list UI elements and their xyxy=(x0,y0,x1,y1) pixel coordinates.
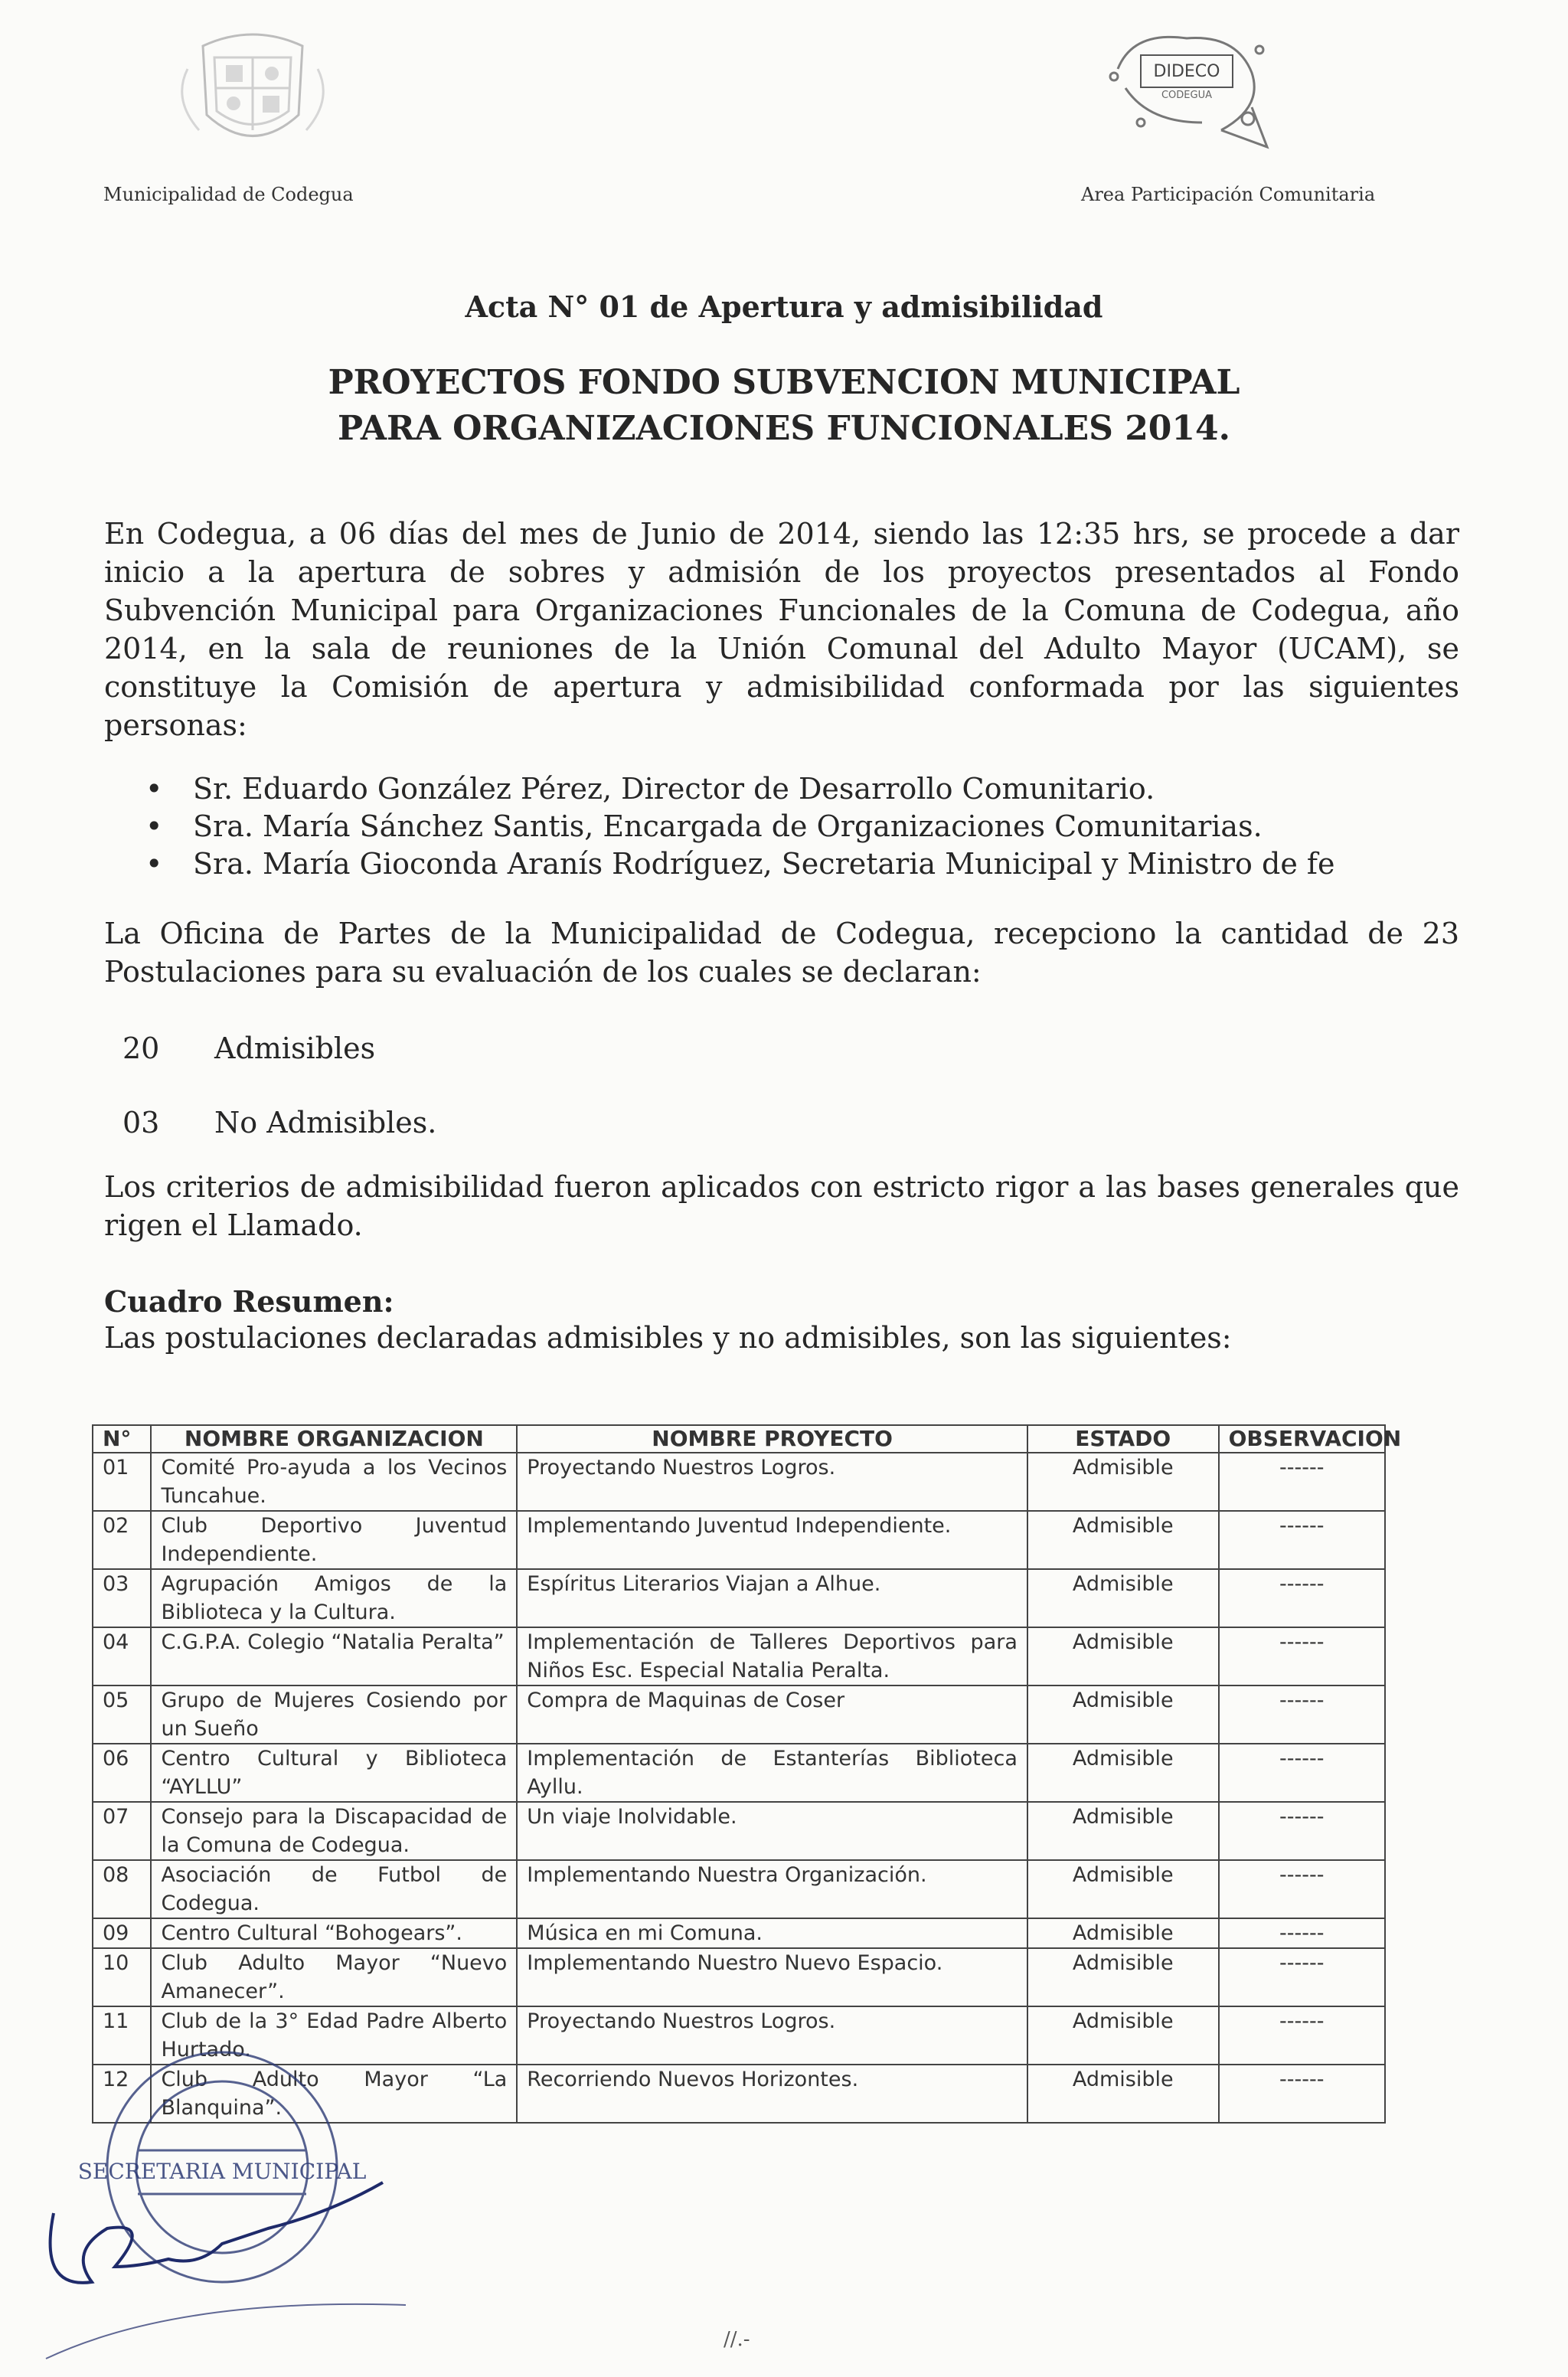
row-number: 12 xyxy=(93,2065,151,2123)
row-proyecto: Implementando Juventud Independiente. xyxy=(517,1511,1027,1569)
table-header-row xyxy=(93,1425,1385,1453)
row-estado: Admisible xyxy=(1027,1744,1219,1802)
row-observacion: ------ xyxy=(1219,1627,1385,1685)
count-label: Admisibles xyxy=(214,1032,376,1065)
row-proyecto: Compra de Maquinas de Coser xyxy=(517,1685,1027,1744)
row-estado: Admisible xyxy=(1027,1802,1219,1860)
row-organizacion: Club Adulto Mayor “La Blanquina”. xyxy=(151,2065,517,2123)
row-observacion: ------ xyxy=(1219,1453,1385,1511)
table-row xyxy=(93,1453,1385,1511)
intro-paragraph: En Codegua, a 06 días del mes de Junio de 2014, siendo las 12:35 hrs, se procede a dar inicio a la apertura de sobres y admisión de los proyectos presentados al Fondo Subvención Municipal para Organizaciones Funcionales de la Comuna de Codegua, año 2014, en la sala de reuniones de la Unión Comunal del Adulto Mayor (UCAM), se constituye la Comisión de apertura y admisibilidad conformada por las siguientes personas: xyxy=(104,517,1459,742)
main-title-line-1: PROYECTOS FONDO SUBVENCION MUNICIPAL xyxy=(328,363,1240,402)
row-proyecto: Un viaje Inolvidable. xyxy=(517,1802,1027,1860)
row-estado: Admisible xyxy=(1027,1453,1219,1511)
municipal-coat-of-arms-logo xyxy=(157,23,348,157)
row-estado: Admisible xyxy=(1027,1627,1219,1685)
table-row xyxy=(93,1511,1385,1569)
row-observacion: ------ xyxy=(1219,1744,1385,1802)
table-row xyxy=(93,1860,1385,1918)
count-no-admisibles xyxy=(122,1106,436,1139)
header-no: N° xyxy=(93,1425,151,1453)
header-proyecto: NOMBRE PROYECTO xyxy=(517,1425,1027,1453)
row-proyecto: Proyectando Nuestros Logros. xyxy=(517,1453,1027,1511)
row-number: 03 xyxy=(93,1569,151,1627)
dideco-logo-text: DIDECO xyxy=(1153,62,1220,81)
row-observacion: ------ xyxy=(1219,1569,1385,1627)
row-organizacion: Centro Cultural “Bohogears”. xyxy=(151,1918,517,1948)
row-number: 09 xyxy=(93,1918,151,1948)
row-estado: Admisible xyxy=(1027,2006,1219,2065)
row-estado: Admisible xyxy=(1027,2065,1219,2123)
row-estado: Admisible xyxy=(1027,1860,1219,1918)
row-proyecto: Implementación de Talleres Deportivos para Niños Esc. Especial Natalia Peralta. xyxy=(517,1627,1027,1685)
row-organizacion: Grupo de Mujeres Cosiendo por un Sueño xyxy=(151,1685,517,1744)
row-proyecto: Espíritus Literarios Viajan a Alhue. xyxy=(517,1569,1027,1627)
dideco-logo xyxy=(1087,15,1286,153)
row-number: 10 xyxy=(93,1948,151,2006)
row-observacion: ------ xyxy=(1219,1860,1385,1918)
acta-title: Acta N° 01 de Apertura y admisibilidad xyxy=(465,289,1103,324)
row-estado: Admisible xyxy=(1027,1511,1219,1569)
row-proyecto: Proyectando Nuestros Logros. xyxy=(517,2006,1027,2065)
row-organizacion: Comité Pro-ayuda a los Vecinos Tuncahue. xyxy=(151,1453,517,1511)
row-observacion: ------ xyxy=(1219,2065,1385,2123)
row-observacion: ------ xyxy=(1219,1511,1385,1569)
commission-member: • Sra. María Gioconda Aranís Rodríguez, Secretaria Municipal y Ministro de fe xyxy=(138,845,1334,883)
row-organizacion: Asociación de Futbol de Codegua. xyxy=(151,1860,517,1918)
row-organizacion: Agrupación Amigos de la Biblioteca y la Cultura. xyxy=(151,1569,517,1627)
dideco-logo-subtext: CODEGUA xyxy=(1161,90,1213,101)
header-organizacion: NOMBRE ORGANIZACION xyxy=(151,1425,517,1453)
row-estado: Admisible xyxy=(1027,1569,1219,1627)
row-estado: Admisible xyxy=(1027,1948,1219,2006)
commission-member: • Sra. María Sánchez Santis, Encargada de Organizaciones Comunitarias. xyxy=(138,808,1334,845)
count-number: 20 xyxy=(122,1032,160,1065)
municipal-stamp-signature xyxy=(23,2037,421,2374)
summary-table xyxy=(92,1424,1402,2124)
criterios-paragraph: Los criterios de admisibilidad fueron aplicados con estricto rigor a las bases generales que rigen el Llamado. xyxy=(104,1170,1459,1242)
row-organizacion: Club de la 3° Edad Padre Alberto Hurtado. xyxy=(151,2006,517,2065)
row-number: 02 xyxy=(93,1511,151,1569)
table-row xyxy=(93,1685,1385,1744)
row-observacion: ------ xyxy=(1219,1948,1385,2006)
cuadro-subtitle: Las postulaciones declaradas admisibles y no admisibles, son las siguientes: xyxy=(104,1321,1232,1355)
row-number: 01 xyxy=(93,1453,151,1511)
stamp-text: SECRETARIA MUNICIPAL xyxy=(77,2159,367,2184)
row-number: 07 xyxy=(93,1802,151,1860)
row-number: 05 xyxy=(93,1685,151,1744)
row-organizacion: Consejo para la Discapacidad de la Comuna de Codegua. xyxy=(151,1802,517,1860)
main-title-line-2: PARA ORGANIZACIONES FUNCIONALES 2014. xyxy=(338,409,1230,448)
row-organizacion: Club Adulto Mayor “Nuevo Amanecer”. xyxy=(151,1948,517,2006)
row-number: 04 xyxy=(93,1627,151,1685)
row-estado: Admisible xyxy=(1027,1685,1219,1744)
row-proyecto: Implementando Nuestra Organización. xyxy=(517,1860,1027,1918)
main-title xyxy=(0,360,1568,452)
cuadro-title: Cuadro Resumen: xyxy=(104,1284,394,1319)
header-area: Area Participación Comunitaria xyxy=(1081,184,1376,205)
row-organizacion: Centro Cultural y Biblioteca “AYLLU” xyxy=(151,1744,517,1802)
row-number: 11 xyxy=(93,2006,151,2065)
row-proyecto: Implementando Nuestro Nuevo Espacio. xyxy=(517,1948,1027,2006)
header-municipality: Municipalidad de Codegua xyxy=(103,184,354,205)
table-row xyxy=(93,1744,1385,1802)
row-proyecto: Implementación de Estanterías Biblioteca Ayllu. xyxy=(517,1744,1027,1802)
count-number: 03 xyxy=(122,1106,160,1139)
commission-member: • Sr. Eduardo González Pérez, Director de Desarrollo Comunitario. xyxy=(138,770,1334,808)
oficina-paragraph: La Oficina de Partes de la Municipalidad de Codegua, recepciono la cantidad de 23 Postulaciones para su evaluación de los cuales se declaran: xyxy=(104,917,1459,989)
table-row xyxy=(93,1918,1385,1948)
header-estado: ESTADO xyxy=(1027,1425,1219,1453)
row-observacion: ------ xyxy=(1219,1802,1385,1860)
row-estado: Admisible xyxy=(1027,1918,1219,1948)
table-row xyxy=(93,1802,1385,1860)
row-observacion: ------ xyxy=(1219,1685,1385,1744)
table-row xyxy=(93,1569,1385,1627)
table-body xyxy=(93,1453,1385,2123)
table-row xyxy=(93,1627,1385,1685)
page-continuation-mark: //.- xyxy=(724,2328,750,2351)
table-row xyxy=(93,1948,1385,2006)
row-organizacion: Club Deportivo Juventud Independiente. xyxy=(151,1511,517,1569)
row-observacion: ------ xyxy=(1219,2006,1385,2065)
header-observacion: OBSERVACION xyxy=(1219,1425,1385,1453)
count-label: No Admisibles. xyxy=(214,1106,437,1139)
count-admisibles xyxy=(122,1032,375,1065)
row-observacion: ------ xyxy=(1219,1918,1385,1948)
row-proyecto: Música en mi Comuna. xyxy=(517,1918,1027,1948)
row-organizacion: C.G.P.A. Colegio “Natalia Peralta” xyxy=(151,1627,517,1685)
row-number: 06 xyxy=(93,1744,151,1802)
commission-list xyxy=(138,770,1334,883)
row-number: 08 xyxy=(93,1860,151,1918)
row-proyecto: Recorriendo Nuevos Horizontes. xyxy=(517,2065,1027,2123)
